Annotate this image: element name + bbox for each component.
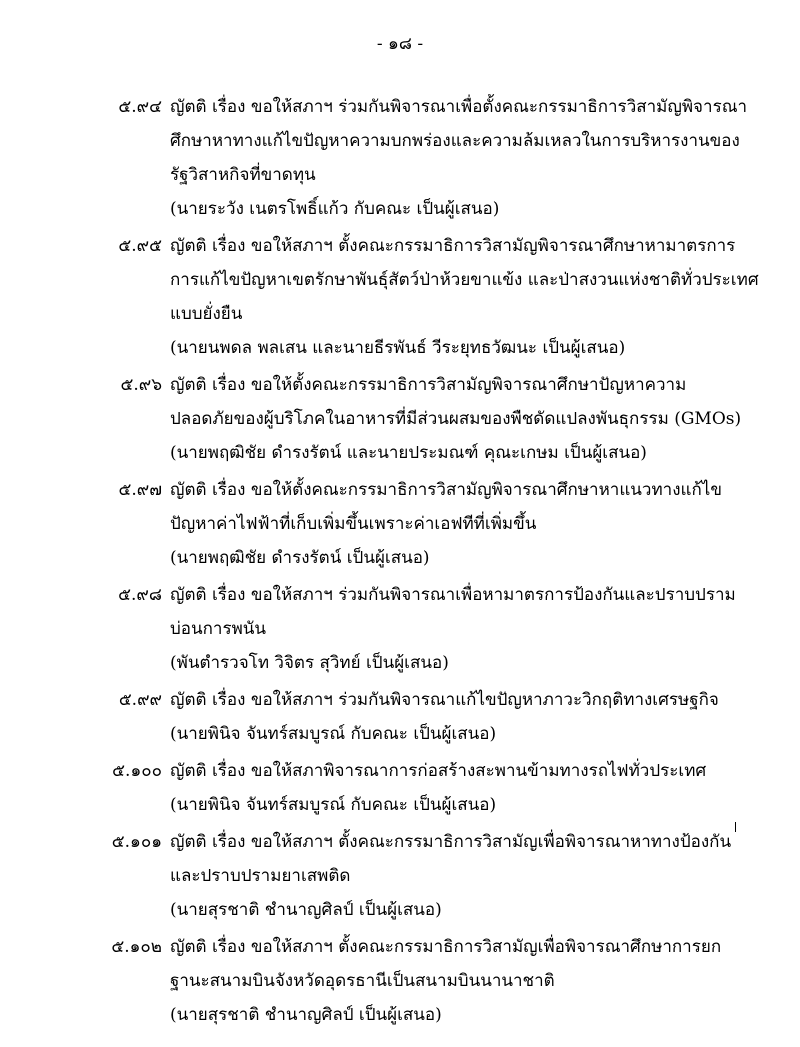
motion-text-line: ปัญหาค่าไฟฟ้าที่เก็บเพิ่มขึ้นเพราะค่าเอฟทีที่เพิ่มขึ้น xyxy=(170,514,537,534)
motion-item xyxy=(0,90,800,226)
motion-number: ๕.๙๔ xyxy=(118,97,162,117)
motion-item xyxy=(0,754,800,822)
motion-proposer: (นายพฤฒิชัย ดำรงรัตน์ เป็นผู้เสนอ) xyxy=(170,548,430,568)
motion-number: ๕.๑๐๒ xyxy=(111,937,162,957)
motion-text-line: แบบยั่งยืน xyxy=(170,304,243,324)
motion-proposer: (นายพินิจ จันทร์สมบูรณ์ กับคณะ เป็นผู้เสนอ) xyxy=(170,795,497,815)
motion-body xyxy=(170,754,715,822)
motion-text-line: ญัตติ เรื่อง ขอให้สภาฯ ร่วมกันพิจารณาแก้ไขปัญหาภาวะวิกฤติทางเศรษฐกิจ xyxy=(170,690,719,710)
motion-proposer: (นายระวัง เนตรโพธิ์แก้ว กับคณะ เป็นผู้เสนอ) xyxy=(170,199,500,219)
motion-text-line: ญัตติ เรื่อง ขอให้สภาฯ ตั้งคณะกรรมาธิการวิสามัญเพื่อพิจารณาหาทางป้องกัน xyxy=(170,832,732,852)
motion-body xyxy=(170,473,722,575)
motion-text-line: ญัตติ เรื่อง ขอให้สภาพิจารณาการก่อสร้างสะพานข้ามทางรถไฟทั่วประเทศ xyxy=(170,761,707,781)
motion-proposer: (นายสุรชาติ ชำนาญศิลป์ เป็นผู้เสนอ) xyxy=(170,1005,442,1025)
motion-item xyxy=(0,683,800,751)
motion-number: ๕.๙๘ xyxy=(118,585,162,605)
motion-text-line: ญัตติ เรื่อง ขอให้สภาฯ ร่วมกันพิจารณาเพื่อตั้งคณะกรรมาธิการวิสามัญพิจารณา xyxy=(170,97,748,117)
motion-item xyxy=(0,368,800,470)
motion-text-line: บ่อนการพนัน xyxy=(170,619,267,639)
motion-text-line: ฐานะสนามบินจังหวัดอุดรธานีเป็นสนามบินนานาชาติ xyxy=(170,971,555,991)
motion-body xyxy=(170,825,732,927)
motion-item xyxy=(0,578,800,680)
motion-number: ๕.๙๙ xyxy=(118,690,162,710)
motion-text-line: การแก้ไขปัญหาเขตรักษาพันธุ์สัตว์ป่าห้วยขาแข้ง และป่าสงวนแห่งชาติทั่วประเทศ xyxy=(170,270,759,290)
motion-text-line: ญัตติ เรื่อง ขอให้ตั้งคณะกรรมาธิการวิสามัญพิจารณาศึกษาหาแนวทางแก้ไข xyxy=(170,480,722,500)
motion-number: ๕.๙๖ xyxy=(120,375,162,395)
motion-text-line: ศึกษาหาทางแก้ไขปัญหาความบกพร่องและความล้มเหลวในการบริหารงานของ xyxy=(170,131,740,151)
motion-body xyxy=(170,368,742,470)
motion-body xyxy=(170,578,736,680)
motion-item xyxy=(0,930,800,1032)
motion-proposer: (นายพฤฒิชัย ดำรงรัตน์ และนายประมณฑ์ คุณะเกษม เป็นผู้เสนอ) xyxy=(170,443,647,463)
motion-body xyxy=(170,229,759,365)
motion-proposer: (พันตำรวจโท วิจิตร สุวิทย์ เป็นผู้เสนอ) xyxy=(170,653,449,673)
motion-item xyxy=(0,825,800,927)
scan-mark xyxy=(735,822,736,832)
motion-number: ๕.๙๗ xyxy=(118,480,162,500)
motion-text-line: ญัตติ เรื่อง ขอให้สภาฯ ตั้งคณะกรรมาธิการวิสามัญพิจารณาศึกษาหามาตรการ xyxy=(170,236,736,256)
motion-proposer: (นายนพดล พลเสน และนายธีรพันธ์ วีระยุทธวัฒนะ เป็นผู้เสนอ) xyxy=(170,338,626,358)
motion-number: ๕.๙๕ xyxy=(118,236,162,256)
motion-item xyxy=(0,473,800,575)
motion-proposer: (นายสุรชาติ ชำนาญศิลป์ เป็นผู้เสนอ) xyxy=(170,900,442,920)
motion-body xyxy=(170,90,748,226)
motion-number: ๕.๑๐๐ xyxy=(112,761,162,781)
motion-body xyxy=(170,930,722,1032)
motion-text-line: รัฐวิสาหกิจที่ขาดทุน xyxy=(170,165,316,185)
motion-text-line: ญัตติ เรื่อง ขอให้สภาฯ ร่วมกันพิจารณาเพื่อหามาตรการป้องกันและปราบปราม xyxy=(170,585,736,605)
page-number: - ๑๘ - xyxy=(376,34,424,54)
motion-text-line: ญัตติ เรื่อง ขอให้สภาฯ ตั้งคณะกรรมาธิการวิสามัญเพื่อพิจารณาศึกษาการยก xyxy=(170,937,722,957)
motion-text-line: ปลอดภัยของผู้บริโภคในอาหารที่มีส่วนผสมของพืชดัดแปลงพันธุกรรม (GMOs) xyxy=(170,409,742,429)
motion-text-line: และปราบปรามยาเสพติด xyxy=(170,866,351,886)
motion-body xyxy=(170,683,719,751)
motion-item xyxy=(0,229,800,365)
motion-proposer: (นายพินิจ จันทร์สมบูรณ์ กับคณะ เป็นผู้เสนอ) xyxy=(170,724,497,744)
motion-list xyxy=(0,90,800,1032)
motion-number: ๕.๑๐๑ xyxy=(111,832,162,852)
motion-text-line: ญัตติ เรื่อง ขอให้ตั้งคณะกรรมาธิการวิสามัญพิจารณาศึกษาปัญหาความ xyxy=(170,375,687,395)
